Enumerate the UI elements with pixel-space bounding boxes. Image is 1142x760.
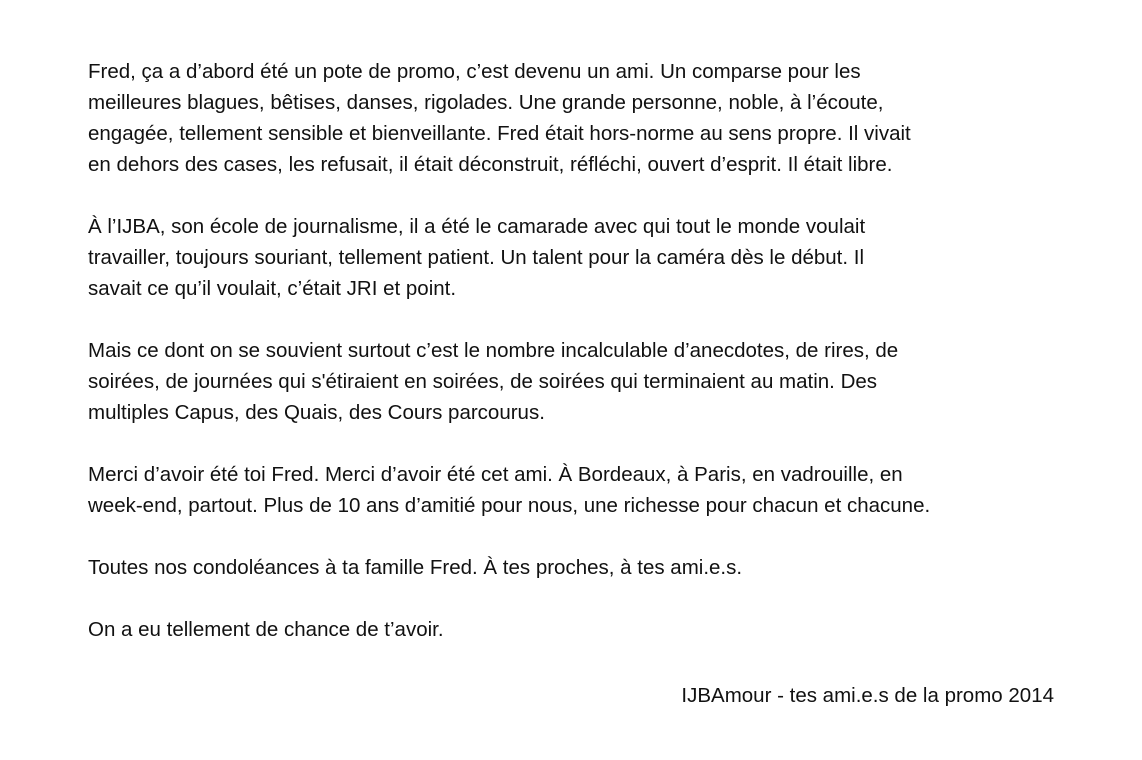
text-line: multiples Capus, des Quais, des Cours parcourus. (88, 401, 545, 424)
text-line: Merci d’avoir été toi Fred. Merci d’avoir été cet ami. À Bordeaux, à Paris, en vadrouille, en (88, 463, 903, 486)
paragraph-6 (88, 614, 1082, 645)
text-line: savait ce qu’il voulait, c’était JRI et point. (88, 277, 457, 300)
text-line: en dehors des cases, les refusait, il était déconstruit, réfléchi, ouvert d’esprit. Il était libre. (88, 153, 893, 176)
paragraph-2 (88, 211, 1082, 304)
text-line: On a eu tellement de chance de t’avoir. (88, 618, 444, 641)
paragraph-3 (88, 335, 1082, 428)
text-line: meilleures blagues, bêtises, danses, rigolades. Une grande personne, noble, à l’écoute, (88, 91, 884, 114)
signature: IJBAmour - tes ami.e.s de la promo 2014 (681, 684, 1054, 707)
text-line: travailler, toujours souriant, tellement patient. Un talent pour la caméra dès le début. Il (88, 246, 865, 269)
text-line: week-end, partout. Plus de 10 ans d’amitié pour nous, une richesse pour chacun et chacune. (88, 494, 931, 517)
text-line: Fred, ça a d’abord été un pote de promo, c’est devenu un ami. Un comparse pour les (88, 60, 861, 83)
paragraph-4 (88, 459, 1082, 521)
paragraph-1 (88, 56, 1082, 180)
text-line: engagée, tellement sensible et bienveillante. Fred était hors-norme au sens propre. Il vivait (88, 122, 911, 145)
text-line: Mais ce dont on se souvient surtout c’est le nombre incalculable d’anecdotes, de rires, de (88, 339, 899, 362)
text-line: Toutes nos condoléances à ta famille Fred. À tes proches, à tes ami.e.s. (88, 556, 743, 579)
text-line: soirées, de journées qui s'étiraient en soirées, de soirées qui terminaient au matin. Des (88, 370, 878, 393)
text-line: À l’IJBA, son école de journalisme, il a été le camarade avec qui tout le monde voulait (88, 215, 866, 238)
paragraph-5 (88, 552, 1082, 583)
